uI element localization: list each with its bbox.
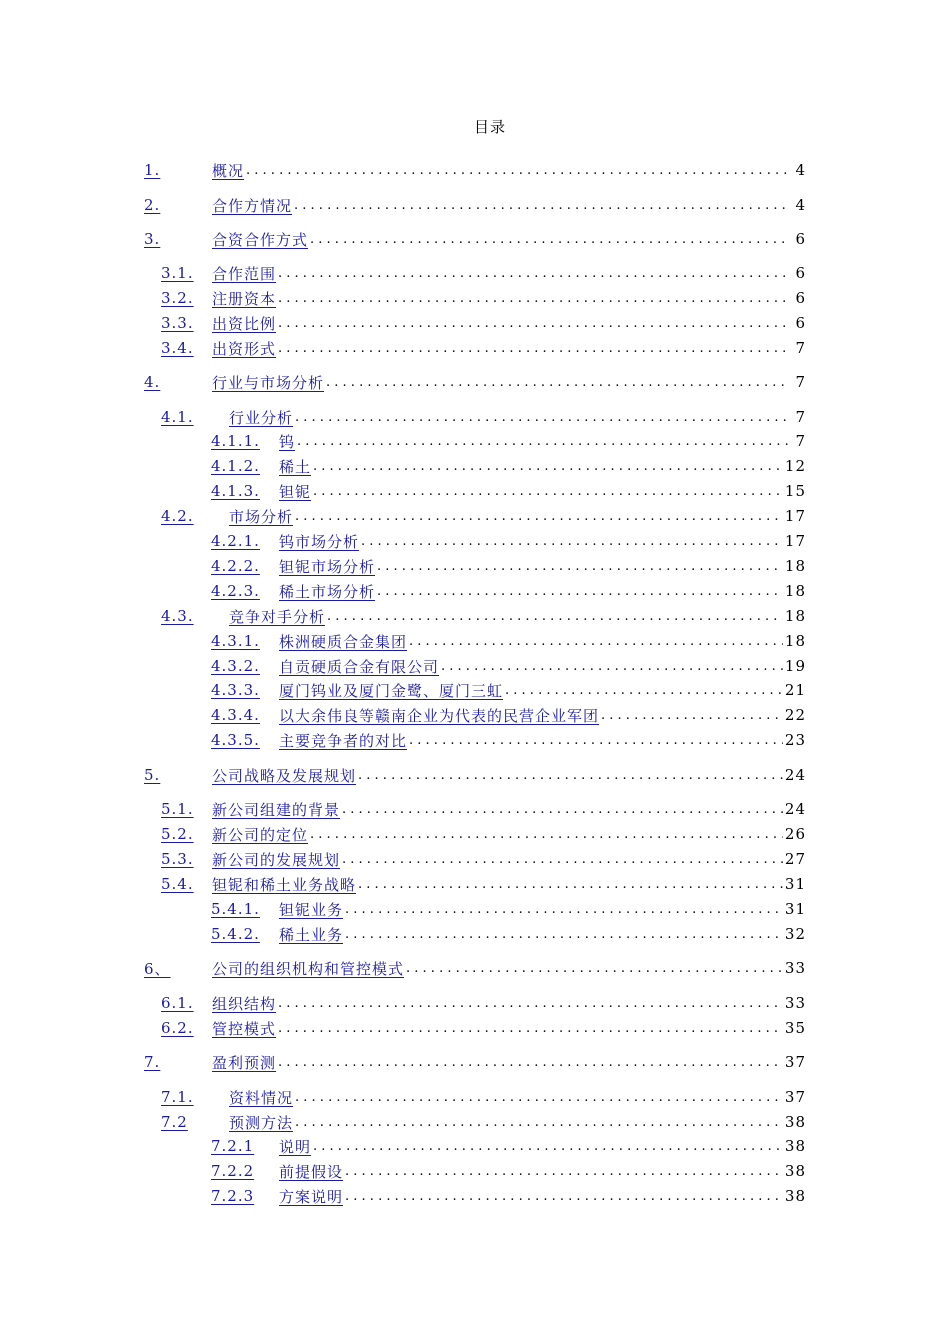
toc-entry[interactable] xyxy=(144,1051,806,1073)
toc-dot-leader xyxy=(295,1090,783,1105)
toc-entry-number[interactable]: 4.3.2. xyxy=(211,657,260,675)
toc-entry-page-number: 6 xyxy=(795,230,806,248)
toc-entry-number[interactable]: 5.1. xyxy=(161,800,194,818)
toc-entry-label[interactable]: 方案说明 xyxy=(279,1187,344,1206)
toc-entry-label[interactable]: 稀土业务 xyxy=(279,925,344,944)
toc-entry-number[interactable]: 3.3. xyxy=(161,314,194,332)
toc-entry[interactable] xyxy=(211,555,806,577)
toc-entry[interactable] xyxy=(211,1160,806,1182)
toc-dot-leader xyxy=(409,733,783,748)
toc-dot-leader xyxy=(310,232,790,247)
toc-dot-leader xyxy=(377,559,783,574)
toc-entry-label[interactable]: 钽铌和稀土业务战略 xyxy=(212,875,357,894)
toc-dot-leader xyxy=(345,927,783,942)
toc-entry-label[interactable]: 预测方法 xyxy=(229,1113,294,1132)
toc-dot-leader xyxy=(295,509,783,524)
toc-entry-label[interactable]: 合作方情况 xyxy=(212,196,293,215)
toc-entry-number[interactable]: 7.2.3 xyxy=(211,1187,255,1205)
toc-dot-leader xyxy=(313,484,783,499)
toc-entry-number[interactable]: 7.2.1 xyxy=(211,1137,255,1155)
toc-entry-number[interactable]: 4.2.1. xyxy=(211,532,260,550)
toc-entry-label[interactable]: 以大余伟良等赣南企业为代表的民营企业军团 xyxy=(279,706,600,725)
toc-entry-label[interactable]: 行业与市场分析 xyxy=(212,373,325,392)
toc-entry-label[interactable]: 稀土 xyxy=(279,457,312,476)
toc-entry-label[interactable]: 株洲硬质合金集团 xyxy=(279,632,408,651)
toc-entry[interactable] xyxy=(144,228,806,250)
toc-entry[interactable] xyxy=(161,992,806,1014)
toc-entry[interactable] xyxy=(211,923,806,945)
toc-dot-leader xyxy=(294,198,790,213)
toc-entry-label[interactable]: 主要竞争者的对比 xyxy=(279,731,408,750)
toc-entry-label[interactable]: 管控模式 xyxy=(212,1019,277,1038)
toc-entry[interactable] xyxy=(161,287,806,309)
toc-entry-number[interactable]: 6.2. xyxy=(161,1019,194,1037)
toc-entry[interactable] xyxy=(211,480,806,502)
toc-entry-number[interactable]: 4.2.2. xyxy=(211,557,260,575)
toc-entry-page-number: 21 xyxy=(784,681,806,699)
toc-dot-leader xyxy=(345,902,783,917)
toc-entry-page-number: 7 xyxy=(795,408,806,426)
toc-entry[interactable] xyxy=(211,898,806,920)
toc-entry-label[interactable]: 市场分析 xyxy=(229,507,294,526)
toc-entry[interactable] xyxy=(211,704,806,726)
toc-entry-page-number: 18 xyxy=(784,557,806,575)
toc-entry-number[interactable]: 4.2.3. xyxy=(211,582,260,600)
toc-entry-number[interactable]: 3.4. xyxy=(161,339,194,357)
toc-entry-number[interactable]: 5.2. xyxy=(161,825,194,843)
toc-entry-label[interactable]: 钽铌业务 xyxy=(279,900,344,919)
toc-entry-label[interactable]: 盈利预测 xyxy=(212,1053,277,1072)
toc-entry-number[interactable]: 7.2.2 xyxy=(211,1162,255,1180)
toc-dot-leader xyxy=(295,1115,783,1130)
toc-dot-leader xyxy=(297,434,790,449)
toc-entry-label[interactable]: 合资合作方式 xyxy=(212,230,309,249)
toc-entry[interactable] xyxy=(211,1135,806,1157)
toc-entry-label[interactable]: 资料情况 xyxy=(229,1088,294,1107)
toc-entry-page-number: 7 xyxy=(795,432,806,450)
toc-entry-label[interactable]: 自贡硬质合金有限公司 xyxy=(279,657,440,676)
toc-entry-page-number: 27 xyxy=(784,850,806,868)
toc-entry-number[interactable]: 4.2. xyxy=(161,507,194,525)
toc-entry-label[interactable]: 钽铌市场分析 xyxy=(279,557,376,576)
toc-dot-leader xyxy=(358,768,783,783)
toc-entry-page-number: 23 xyxy=(784,731,806,749)
toc-entry-page-number: 38 xyxy=(784,1137,806,1155)
toc-entry[interactable] xyxy=(161,823,806,845)
toc-entry-page-number: 33 xyxy=(784,959,806,977)
toc-entry-page-number: 6 xyxy=(795,264,806,282)
toc-entry[interactable] xyxy=(161,337,806,359)
toc-dot-leader xyxy=(377,584,783,599)
toc-entry-page-number: 4 xyxy=(795,196,806,214)
toc-entry-number[interactable]: 6、 xyxy=(144,959,171,978)
toc-entry-number[interactable]: 6.1. xyxy=(161,994,194,1012)
toc-entry-number[interactable]: 4.3.1. xyxy=(211,632,260,650)
toc-dot-leader xyxy=(505,683,783,698)
toc-entry-number[interactable]: 5.4.2. xyxy=(211,925,260,943)
toc-entry-page-number: 6 xyxy=(795,314,806,332)
toc-entry[interactable] xyxy=(211,729,806,751)
toc-entry[interactable] xyxy=(211,455,806,477)
toc-entry-label[interactable]: 概况 xyxy=(212,161,245,180)
toc-dot-leader xyxy=(313,1139,783,1154)
toc-entry-page-number: 18 xyxy=(784,582,806,600)
toc-entry[interactable] xyxy=(161,1111,806,1133)
toc-entry-number[interactable]: 4.3.4. xyxy=(211,706,260,724)
toc-entry-page-number: 7 xyxy=(795,373,806,391)
toc-entry[interactable] xyxy=(211,530,806,552)
toc-entry-label[interactable]: 行业分析 xyxy=(229,408,294,427)
toc-entry-number[interactable]: 4.3.5. xyxy=(211,731,260,749)
toc-entry[interactable] xyxy=(211,679,806,701)
toc-entry-page-number: 12 xyxy=(784,457,806,475)
toc-dot-leader xyxy=(358,877,783,892)
toc-dot-leader xyxy=(406,961,783,976)
toc-entry-number[interactable]: 5.4.1. xyxy=(211,900,260,918)
toc-entry-page-number: 37 xyxy=(784,1088,806,1106)
toc-entry-label[interactable]: 出资比例 xyxy=(212,314,277,333)
toc-entry[interactable] xyxy=(144,764,806,786)
toc-entry-page-number: 31 xyxy=(784,900,806,918)
toc-dot-leader xyxy=(313,459,783,474)
toc-entry-page-number: 22 xyxy=(784,706,806,724)
toc-entry-label[interactable]: 钨市场分析 xyxy=(279,532,360,551)
toc-entry-number[interactable]: 4.3.3. xyxy=(211,681,260,699)
toc-entry-number[interactable]: 4.1.2. xyxy=(211,457,260,475)
toc-entry[interactable] xyxy=(161,798,806,820)
toc-dot-leader xyxy=(278,266,790,281)
toc-dot-leader xyxy=(342,852,783,867)
toc-entry-number[interactable]: 1. xyxy=(144,161,161,179)
toc-entry-label[interactable]: 前提假设 xyxy=(279,1162,344,1181)
toc-title: 目录 xyxy=(473,118,506,136)
toc-entry[interactable] xyxy=(211,580,806,602)
toc-entry-page-number: 18 xyxy=(784,632,806,650)
toc-entry[interactable] xyxy=(211,430,806,452)
toc-dot-leader xyxy=(345,1164,783,1179)
toc-entry[interactable] xyxy=(144,957,806,979)
toc-entry-number[interactable]: 5.3. xyxy=(161,850,194,868)
toc-entry-label[interactable]: 注册资本 xyxy=(212,289,277,308)
toc-dot-leader xyxy=(601,708,783,723)
toc-entry[interactable] xyxy=(161,262,806,284)
toc-entry-page-number: 38 xyxy=(784,1162,806,1180)
toc-entry-label[interactable]: 新公司组建的背景 xyxy=(212,800,341,819)
toc-dot-leader xyxy=(295,410,790,425)
toc-entry-number[interactable]: 5. xyxy=(144,766,161,784)
toc-dot-leader xyxy=(441,659,783,674)
toc-entry-label[interactable]: 说明 xyxy=(279,1137,312,1156)
toc-entry-label[interactable]: 公司的组织机构和管控模式 xyxy=(212,959,405,978)
toc-entry-label[interactable]: 钽铌 xyxy=(279,482,312,501)
toc-entry-number[interactable]: 4. xyxy=(144,373,161,391)
toc-dot-leader xyxy=(246,163,790,178)
toc-entry[interactable] xyxy=(161,1086,806,1108)
toc-dot-leader xyxy=(278,1021,783,1036)
toc-entry-label[interactable]: 厦门钨业及厦门金鹭、厦门三虹 xyxy=(279,681,504,700)
toc-entry-label[interactable]: 公司战略及发展规划 xyxy=(212,766,357,785)
toc-entry[interactable] xyxy=(161,873,806,895)
toc-entry-page-number: 38 xyxy=(784,1187,806,1205)
toc-entry-label[interactable]: 稀土市场分析 xyxy=(279,582,376,601)
toc-entry-number[interactable]: 7.2 xyxy=(161,1113,188,1131)
toc-dot-leader xyxy=(409,634,783,649)
toc-dot-leader xyxy=(278,341,790,356)
toc-dot-leader xyxy=(345,1189,783,1204)
toc-entry-label[interactable]: 竞争对手分析 xyxy=(229,607,326,626)
toc-entry-page-number: 15 xyxy=(784,482,806,500)
toc-entry-number[interactable]: 3.2. xyxy=(161,289,194,307)
toc-entry-label[interactable]: 新公司的发展规划 xyxy=(212,850,341,869)
toc-entry[interactable] xyxy=(211,1185,806,1207)
toc-entry[interactable] xyxy=(211,630,806,652)
toc-dot-leader xyxy=(278,291,790,306)
toc-entry[interactable] xyxy=(161,1017,806,1039)
toc-entry-number[interactable]: 2. xyxy=(144,196,161,214)
toc-entry-page-number: 32 xyxy=(784,925,806,943)
toc-dot-leader xyxy=(342,802,783,817)
toc-entry-page-number: 33 xyxy=(784,994,806,1012)
toc-entry-page-number: 4 xyxy=(795,161,806,179)
toc-entry-page-number: 38 xyxy=(784,1113,806,1131)
toc-entry-number[interactable]: 3.1. xyxy=(161,264,194,282)
toc-entry-page-number: 7 xyxy=(795,339,806,357)
toc-entry-label[interactable]: 组织结构 xyxy=(212,994,277,1013)
toc-entry-label[interactable]: 出资形式 xyxy=(212,339,277,358)
toc-entry[interactable] xyxy=(161,312,806,334)
toc-entry-number[interactable]: 4.1. xyxy=(161,408,194,426)
toc-entry-number[interactable]: 4.1.1. xyxy=(211,432,260,450)
toc-entry-page-number: 31 xyxy=(784,875,806,893)
toc-entry-page-number: 18 xyxy=(784,607,806,625)
toc-entry-page-number: 35 xyxy=(784,1019,806,1037)
toc-entry-number[interactable]: 4.3. xyxy=(161,607,194,625)
toc-entry[interactable] xyxy=(144,159,806,181)
toc-entry-page-number: 17 xyxy=(784,532,806,550)
toc-entry[interactable] xyxy=(161,505,806,527)
toc-entry-page-number: 6 xyxy=(795,289,806,307)
toc-entry-page-number: 24 xyxy=(784,766,806,784)
toc-entry-label[interactable]: 钨 xyxy=(279,432,296,451)
toc-entry[interactable] xyxy=(211,655,806,677)
toc-entry-page-number: 17 xyxy=(784,507,806,525)
toc-entry[interactable] xyxy=(161,605,806,627)
toc-dot-leader xyxy=(326,375,790,390)
toc-entry-number[interactable]: 3. xyxy=(144,230,161,248)
toc-dot-leader xyxy=(278,1055,783,1070)
toc-entry-page-number: 26 xyxy=(784,825,806,843)
toc-entry-label[interactable]: 合作范围 xyxy=(212,264,277,283)
toc-entry[interactable] xyxy=(161,848,806,870)
toc-entry-page-number: 24 xyxy=(784,800,806,818)
toc-entry-number[interactable]: 7.1. xyxy=(161,1088,194,1106)
toc-entry-page-number: 19 xyxy=(784,657,806,675)
toc-dot-leader xyxy=(310,827,783,842)
toc-dot-leader xyxy=(327,609,783,624)
toc-entry[interactable] xyxy=(144,371,806,393)
toc-entry-page-number: 37 xyxy=(784,1053,806,1071)
toc-dot-leader xyxy=(278,316,790,331)
toc-entry-number[interactable]: 4.1.3. xyxy=(211,482,260,500)
toc-entry-number[interactable]: 7. xyxy=(144,1053,161,1071)
toc-entry-number[interactable]: 5.4. xyxy=(161,875,194,893)
toc-entry[interactable] xyxy=(144,194,806,216)
toc-dot-leader xyxy=(361,534,783,549)
toc-entry-label[interactable]: 新公司的定位 xyxy=(212,825,309,844)
toc-dot-leader xyxy=(278,996,783,1011)
toc-entry[interactable] xyxy=(161,406,806,428)
